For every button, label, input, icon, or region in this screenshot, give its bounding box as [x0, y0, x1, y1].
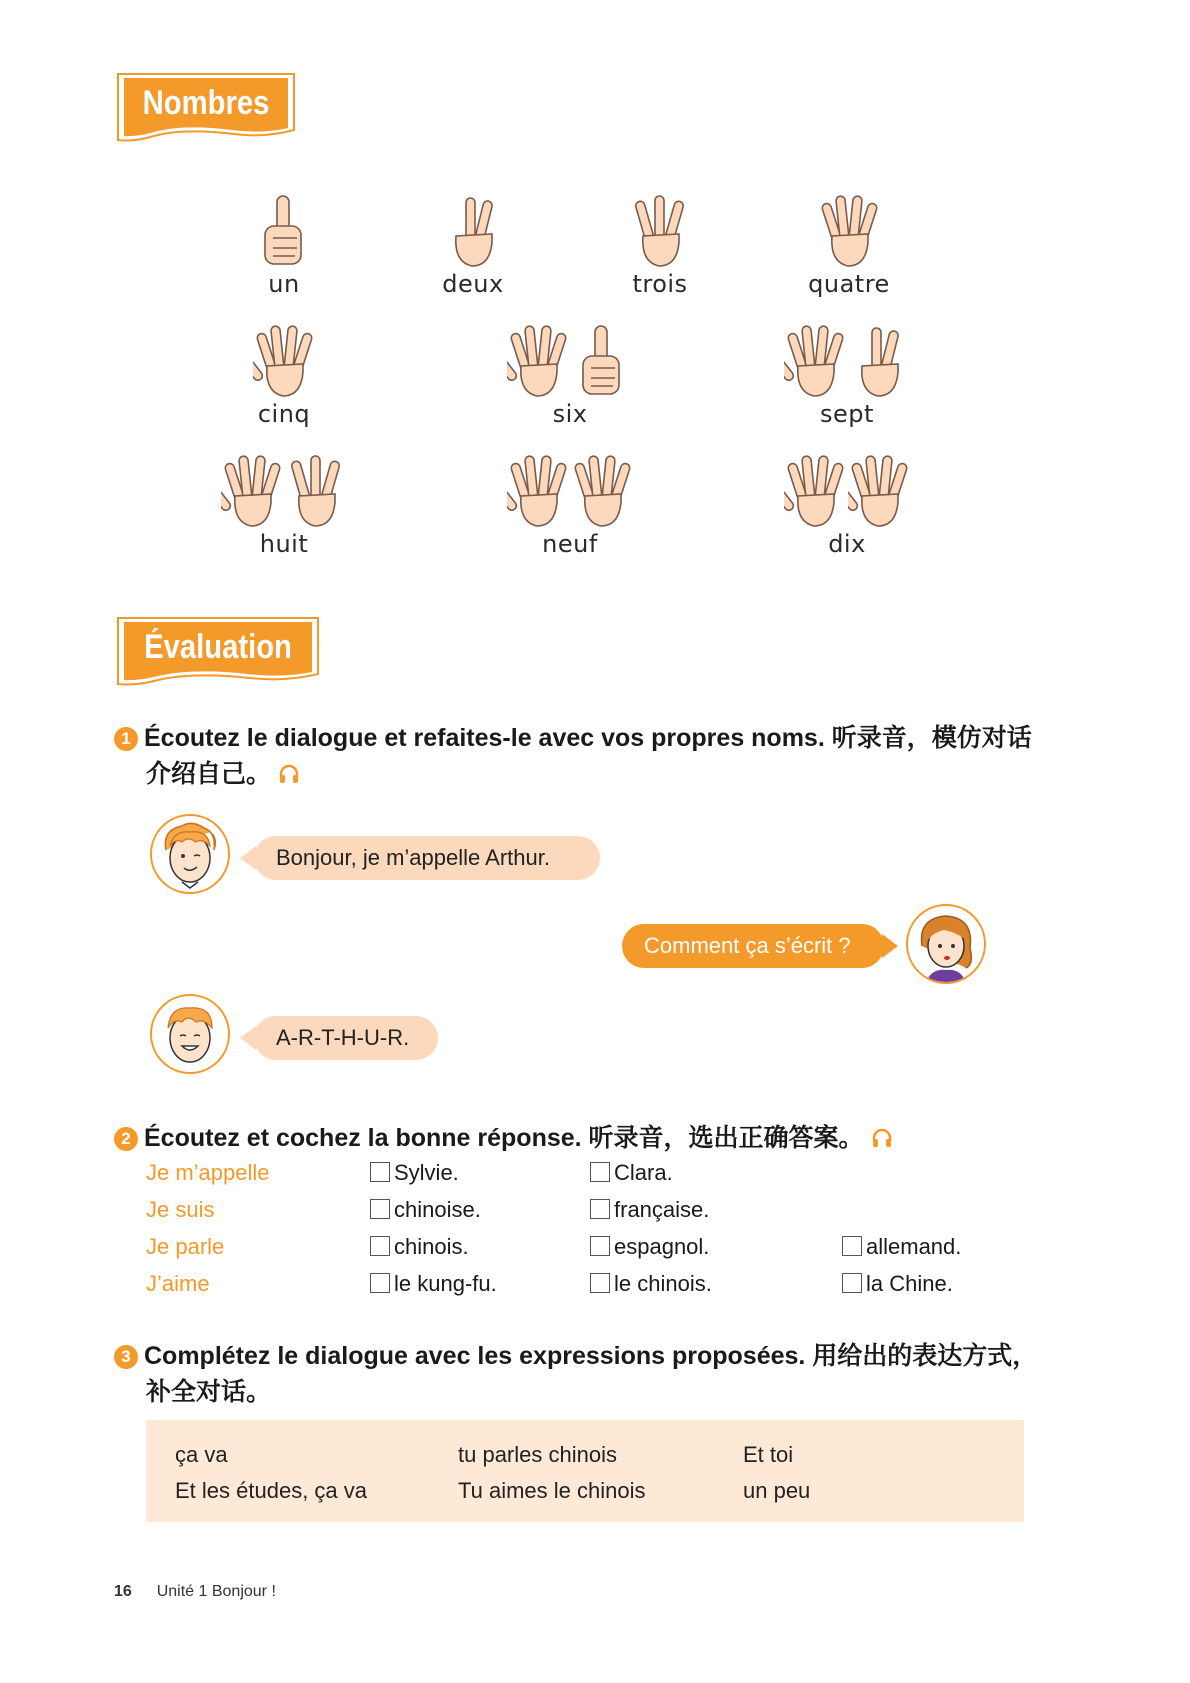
number-item-cinq	[204, 318, 364, 428]
exercise-number: 3	[114, 1345, 138, 1369]
answer-option-text: le kung-fu.	[394, 1271, 497, 1296]
checkbox[interactable]	[590, 1236, 610, 1256]
checkbox[interactable]	[370, 1162, 390, 1182]
hand-gesture-icon	[769, 188, 929, 270]
checkbox[interactable]	[590, 1162, 610, 1182]
answer-option[interactable]	[370, 1156, 459, 1190]
number-item-neuf	[490, 448, 650, 558]
number-item-dix	[767, 448, 927, 558]
bubble-tail	[240, 1026, 256, 1050]
exercise-number: 2	[114, 1127, 138, 1151]
answer-row	[146, 1230, 1026, 1264]
answer-option[interactable]	[842, 1230, 961, 1264]
checkbox[interactable]	[842, 1236, 862, 1256]
unit-label: Unité 1	[156, 1583, 208, 1600]
number-label: neuf	[542, 530, 598, 558]
exercise-3-instruction	[114, 1338, 1074, 1410]
number-label: un	[268, 270, 300, 298]
checkbox[interactable]	[370, 1199, 390, 1219]
headphones-icon[interactable]	[871, 1123, 893, 1145]
number-label: quatre	[808, 270, 890, 298]
answer-option[interactable]	[590, 1230, 709, 1264]
hand-gesture-icon	[490, 448, 650, 530]
word-bank-item: Et toi	[743, 1442, 794, 1467]
answer-option-text: chinois.	[394, 1234, 469, 1259]
number-label: deux	[442, 270, 504, 298]
answer-option-text: allemand.	[866, 1234, 962, 1259]
dialogue-bubble-3: A-R-T-H-U-R.	[254, 1016, 438, 1060]
hand-gesture-icon	[767, 318, 927, 400]
number-label: huit	[259, 530, 309, 558]
hand-gesture-icon	[580, 188, 740, 270]
answer-row-label: Je suis	[146, 1197, 215, 1222]
number-item-quatre	[769, 188, 929, 298]
answer-option-text: Clara.	[614, 1160, 673, 1185]
number-item-huit	[204, 448, 364, 558]
dialogue-bubble-1: Bonjour, je m’appelle Arthur.	[254, 836, 600, 880]
checkbox[interactable]	[370, 1236, 390, 1256]
answer-option[interactable]	[842, 1267, 953, 1301]
instruction-text-line2: 介绍自己。	[146, 760, 272, 788]
word-bank-item: ça va	[175, 1442, 228, 1467]
word-bank-item: Et les études, ça va	[175, 1478, 367, 1503]
word-bank-item: tu parles chinois	[458, 1442, 617, 1467]
number-label: six	[552, 400, 588, 428]
answer-row-label: Je m’appelle	[146, 1160, 270, 1185]
boy-avatar	[150, 814, 230, 894]
answer-option-text: Sylvie.	[394, 1160, 459, 1185]
checkbox[interactable]	[842, 1273, 862, 1293]
checkbox[interactable]	[370, 1273, 390, 1293]
number-item-trois	[580, 188, 740, 298]
exercise-1-instruction	[114, 720, 1074, 792]
number-label: cinq	[257, 400, 311, 428]
answer-row-label: J’aime	[146, 1271, 210, 1296]
instruction-text: Écoutez et cochez la bonne réponse. 听录音，选出正确答案。	[144, 1124, 864, 1152]
answer-option-text: la Chine.	[866, 1271, 953, 1296]
answer-option[interactable]	[370, 1230, 469, 1264]
answer-option[interactable]	[590, 1156, 673, 1190]
answer-option-text: chinoise.	[394, 1197, 481, 1222]
checkbox[interactable]	[590, 1273, 610, 1293]
page-number: 16	[114, 1583, 132, 1600]
instruction-text: Complétez le dialogue avec les expressions proposées. 用给出的表达方式，	[144, 1342, 1038, 1370]
hand-gesture-icon	[767, 448, 927, 530]
answer-row	[146, 1156, 1026, 1190]
word-bank-item: Tu aimes le chinois	[458, 1478, 646, 1503]
answer-option-text: espagnol.	[614, 1234, 710, 1259]
answer-option[interactable]	[370, 1267, 497, 1301]
instruction-text: Écoutez le dialogue et refaites-le avec vos propres noms. 听录音，模仿对话	[144, 724, 1032, 752]
boy-avatar	[150, 994, 230, 1074]
number-item-un	[204, 188, 364, 298]
word-bank-item: un peu	[743, 1478, 811, 1503]
number-item-sept	[767, 318, 927, 428]
answer-option[interactable]	[590, 1267, 712, 1301]
section-title-nombres: Nombres	[142, 84, 270, 122]
section-title-evaluation: Évaluation	[144, 628, 292, 666]
checkbox[interactable]	[590, 1199, 610, 1219]
hand-gesture-icon	[204, 188, 364, 270]
answer-option-text: française.	[614, 1197, 710, 1222]
section-banner-nombres	[114, 72, 298, 148]
hand-gesture-icon	[204, 448, 364, 530]
section-banner-evaluation	[114, 616, 322, 692]
bubble-tail	[240, 846, 256, 870]
unit-title: Bonjour !	[211, 1583, 276, 1600]
hand-gesture-icon	[204, 318, 364, 400]
number-label: trois	[632, 270, 688, 298]
bubble-tail	[882, 934, 898, 958]
answer-option[interactable]	[590, 1193, 709, 1227]
answer-row-label: Je parle	[146, 1234, 225, 1259]
exercise-number: 1	[114, 727, 138, 751]
page-footer	[114, 1583, 276, 1601]
number-item-deux	[393, 188, 553, 298]
headphones-icon[interactable]	[278, 759, 300, 781]
hand-gesture-icon	[490, 318, 650, 400]
dialogue-bubble-2: Comment ça s’écrit ?	[622, 924, 884, 968]
number-label: sept	[820, 400, 874, 428]
exercise-2-instruction	[114, 1120, 1074, 1156]
instruction-text-line2: 补全对话。	[146, 1378, 272, 1406]
answer-row	[146, 1267, 1026, 1301]
number-item-six	[490, 318, 650, 428]
hand-gesture-icon	[393, 188, 553, 270]
answer-option-text: le chinois.	[614, 1271, 712, 1296]
word-bank	[146, 1420, 1024, 1522]
answer-option[interactable]	[370, 1193, 481, 1227]
number-label: dix	[828, 530, 866, 558]
girl-avatar	[906, 904, 986, 984]
answer-row	[146, 1193, 1026, 1227]
